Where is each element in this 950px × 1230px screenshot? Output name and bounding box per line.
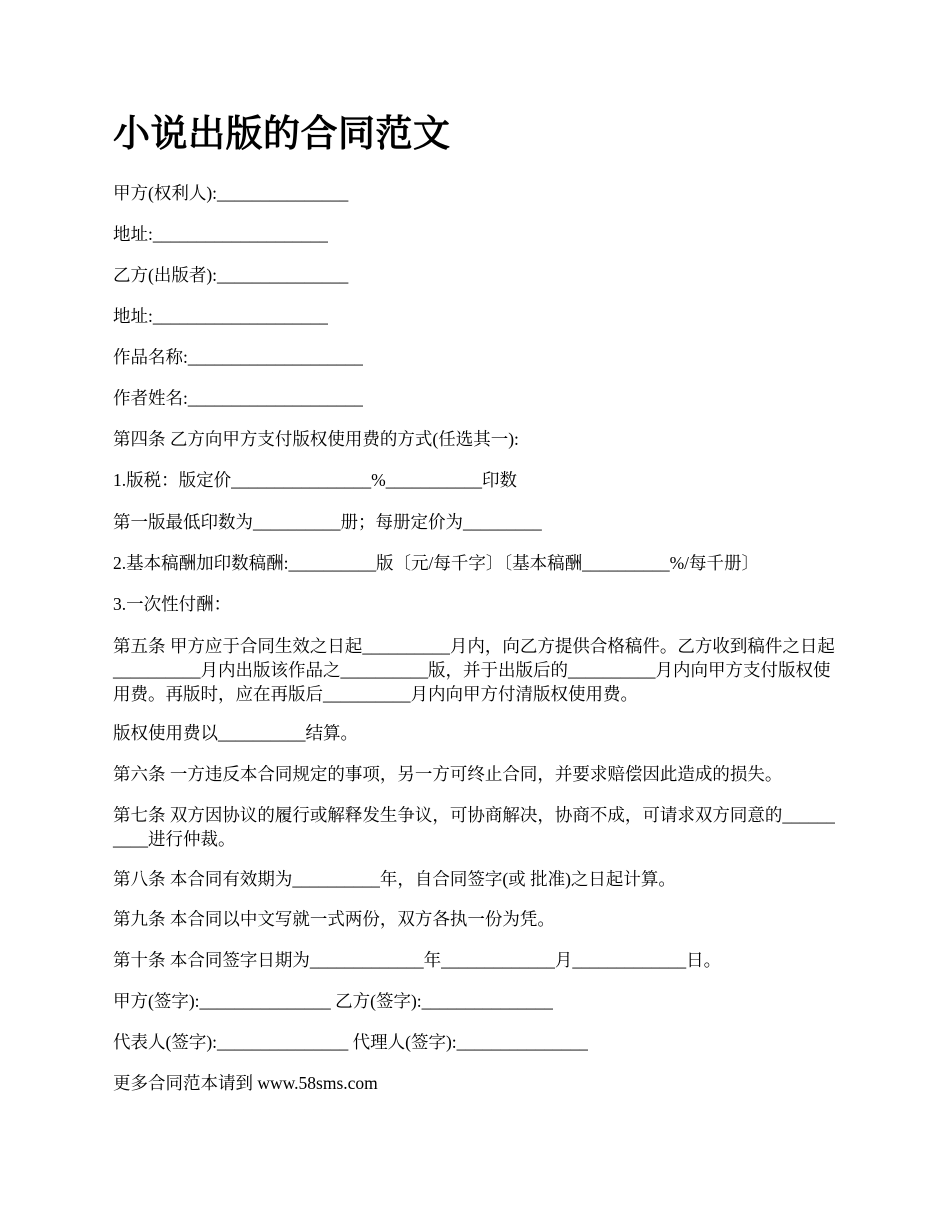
- article-8-line: 第八条 本合同有效期为__________年，自合同签字(或 批准)之日起计算。: [113, 869, 676, 889]
- signatures-line: 甲方(签字):_______________ 乙方(签字):_______________: [113, 991, 553, 1011]
- article-9-line: 第九条 本合同以中文写就一式两份，双方各执一份为凭。: [113, 909, 555, 929]
- party-b-address-line: 地址:____________________: [113, 306, 328, 326]
- first-edition-line: 第一版最低印数为__________册；每册定价为_________: [113, 512, 542, 532]
- article-4-heading: 第四条 乙方向甲方支付版权使用费的方式(任选其一):: [113, 429, 519, 449]
- article-5-paragraph: 第五条 甲方应于合同生效之日起__________月内，向乙方提供合格稿件。乙方收到稿件之日起__________月内出版该作品之__________版，并于出版后的__________月内向甲方支付版权使用费。再版时，应在再版后__________月内向甲方付清版权使用费。: [113, 636, 835, 704]
- party-b-line: 乙方(出版者):_______________: [113, 265, 349, 285]
- party-a-line: 甲方(权利人):_______________: [113, 183, 349, 203]
- document-title: 小说出版的合同范文: [113, 114, 451, 155]
- article-10-line: 第十条 本合同签字日期为_____________年_____________月_____________日。: [113, 950, 722, 970]
- option-3-line: 3.一次性付酬：: [113, 594, 232, 614]
- representatives-line: 代表人(签字):_______________ 代理人(签字):_______________: [113, 1032, 588, 1052]
- option-2-line: 2.基本稿酬加印数稿酬:__________版〔元/每千字〕〔基本稿酬__________%/每千册〕: [113, 553, 760, 573]
- option-1-line: 1.版税：版定价________________%___________印数: [113, 470, 517, 490]
- article-7-paragraph: 第七条 双方因协议的履行或解释发生争议，可协商解决，协商不成，可请求双方同意的__________进行仲裁。: [113, 805, 835, 849]
- party-a-address-line: 地址:____________________: [113, 224, 328, 244]
- article-6-line: 第六条 一方违反本合同规定的事项，另一方可终止合同，并要求赔偿因此造成的损失。: [113, 764, 783, 784]
- settlement-line: 版权使用费以__________结算。: [113, 723, 358, 743]
- work-title-line: 作品名称:____________________: [113, 347, 363, 367]
- author-name-line: 作者姓名:____________________: [113, 388, 363, 408]
- more-contracts-link[interactable]: 更多合同范本请到 www.58sms.com: [113, 1073, 378, 1093]
